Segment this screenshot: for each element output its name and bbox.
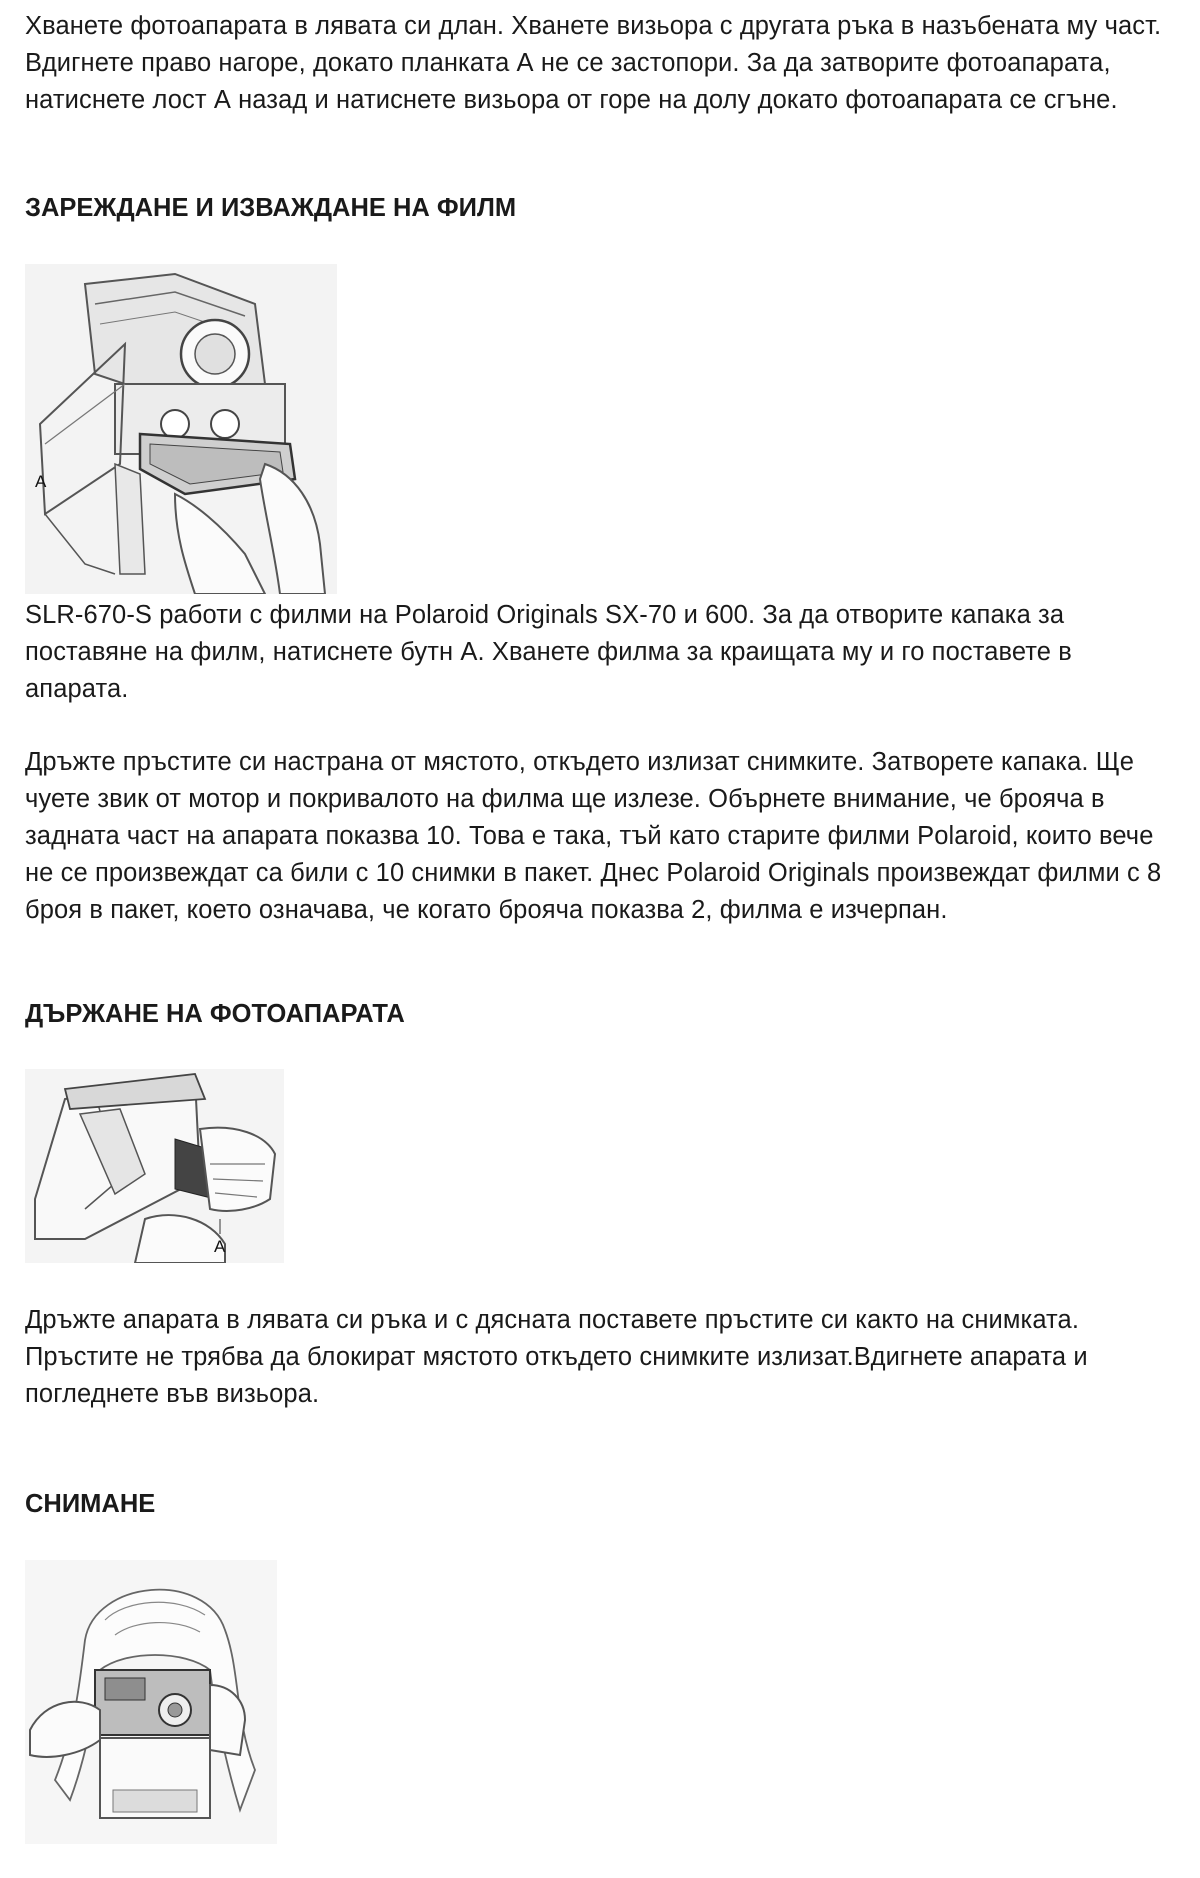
woman-taking-photo-drawing [25, 1560, 277, 1844]
figure-label-a: A [214, 1237, 226, 1256]
section-heading-loading-film: ЗАРЕЖДАНЕ И ИЗВАЖДАНЕ НА ФИЛМ [25, 194, 517, 222]
loading-paragraph-2: Дръжте пръстите си настрана от мястото, откъдето излизат снимките. Затворете капака. Ще чуете звик от мотор и покривалото на филма ще излезе. Обърнете внимание, че брояча в задната част на апарата показва 10. Това е така, тъй като старите филми Polaroid, които вече не се произвеждат са били с 10 снимки в пакет. Днес Polaroid Originals произвеждат филми с 8 броя в пакет, което означава, че когато брояча показва 2, филма е изчерпан. [25, 748, 1162, 924]
figure-label-a: A [35, 472, 47, 491]
intro-paragraph: Хванете фотоапарата в лявата си длан. Хванете визьора с другата ръка в назъбената му част. Вдигнете право нагоре, докато планката А не се застопори. За да затворите фотоапарата, натиснете лост А назад и натиснете визьора от горе на долу докато фотоапарата се сгъне. [25, 12, 1162, 114]
section-heading-holding-camera: ДЪРЖАНЕ НА ФОТОАПАРАТА [25, 1000, 405, 1028]
section-heading-shooting: СНИМАНЕ [25, 1490, 156, 1518]
hands-holding-camera-drawing [25, 1069, 284, 1263]
camera-open-film-door-drawing [25, 264, 337, 594]
holding-paragraph: Дръжте апарата в лявата си ръка и с дясната поставете пръстите си както на снимката. Пръстите не трябва да блокират мястото откъдето снимките излизат.Вдигнете апарата и погледнете във визьора. [25, 1306, 1088, 1408]
holding-camera-illustration [25, 1069, 284, 1263]
loading-paragraph-1: SLR-670-S работи с филми на Polaroid Originals SX-70 и 600. За да отворите капака за поставяне на филм, натиснете бутн А. Хванете филма за краищата му и го поставете в апарата. [25, 601, 1072, 703]
film-loading-illustration [25, 264, 337, 594]
shooting-illustration [25, 1560, 277, 1844]
